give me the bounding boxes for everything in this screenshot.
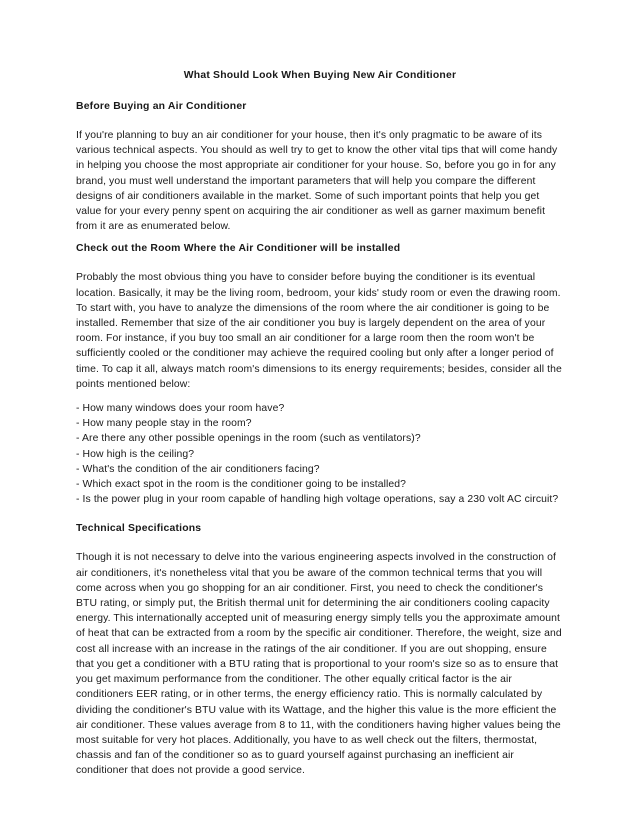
list-item: - How high is the ceiling? [76, 448, 195, 460]
room-checklist [76, 401, 564, 507]
paragraph: If you're planning to buy an air conditioner for your house, then it's only pragmatic to be aware of its various technical aspects. You should as well try to get to know the other vital tips that will come handy in helping you choose the most appropriate air conditioner for your house. So, before you go in for any brand, you must well understand the important parameters that will help you compare the different designs of air conditioners available in the market. Some of such important points that help you get value for your every penny spent on acquiring the air conditioner as well as garner maximum benefit from it are as enumerated below. [76, 130, 558, 233]
list-item: - Is the power plug in your room capable of handling high voltage operations, say a 230 volt AC circuit? [76, 494, 559, 506]
document-title: What Should Look When Buying New Air Conditioner [183, 70, 457, 81]
section-before-buying [76, 101, 564, 234]
paragraph: Probably the most obvious thing you have to consider before buying the conditioner is its eventual location. Basically, it may be the living room, bedroom, your kids' study room or even the drawing room. To start with, you have to analyze the dimensions of the room where the air conditioner is going to be installed. Remember that size of the air conditioner you buy is largely dependent on the area of your room. For instance, if you buy too small an air conditioner for a large room then the room won't be sufficiently cooled or the conditioner may achieve the required cooling but only after a longer period of time. To cap it all, always match room's dimensions to its energy requirements; besides, consider all the points mentioned below: [76, 272, 562, 390]
section-heading: Technical Specifications [76, 523, 202, 535]
list-item: - Which exact spot in the room is the conditioner going to be installed? [76, 479, 407, 491]
paragraph: Though it is not necessary to delve into the various engineering aspects involved in the construction of air conditioners, it's nonetheless vital that you be aware of the common technical terms that you will come across when you go shopping for an air conditioner. First, you need to check the conditioner's BTU rating, or simply put, the British thermal unit for determining the air conditioners cooling capacity energy. This internationally accepted unit of measuring energy simply tells you the approximate amount of heat that can be extracted from a room by the specific air conditioner. Therefore, the weight, size and cost all increase with an increase in the ratings of the air conditioner. If you are out shopping, ensure that you get a conditioner with a BTU rating that is proportional to your room's size so as to ensure that you get maximum performance from the conditioner. The other equally critical factor is the air conditioners EER rating, or in other terms, the energy efficiency ratio. This is normally calculated by dividing the conditioner's BTU value with its Wattage, and the higher this value is the more efficient the air conditioner. These values average from 8 to 11, with the conditioners having higher values being the most suitable for very hot places. Additionally, you have to as well check out the filters, thermostat, chassis and fan of the conditioner so as to guard yourself against purchasing an inefficient air conditioner that does not provide a good service. [76, 552, 562, 777]
list-item: - How many windows does your room have? [76, 403, 285, 415]
section-heading: Before Buying an Air Conditioner [76, 101, 247, 112]
section-technical-specifications [76, 523, 564, 778]
section-check-room [76, 243, 564, 507]
list-item: - How many people stay in the room? [76, 418, 252, 430]
list-item: - Are there any other possible openings in the room (such as ventilators)? [76, 433, 421, 445]
section-heading: Check out the Room Where the Air Conditioner will be installed [76, 243, 401, 255]
list-item: - What's the condition of the air conditioners facing? [76, 463, 320, 475]
